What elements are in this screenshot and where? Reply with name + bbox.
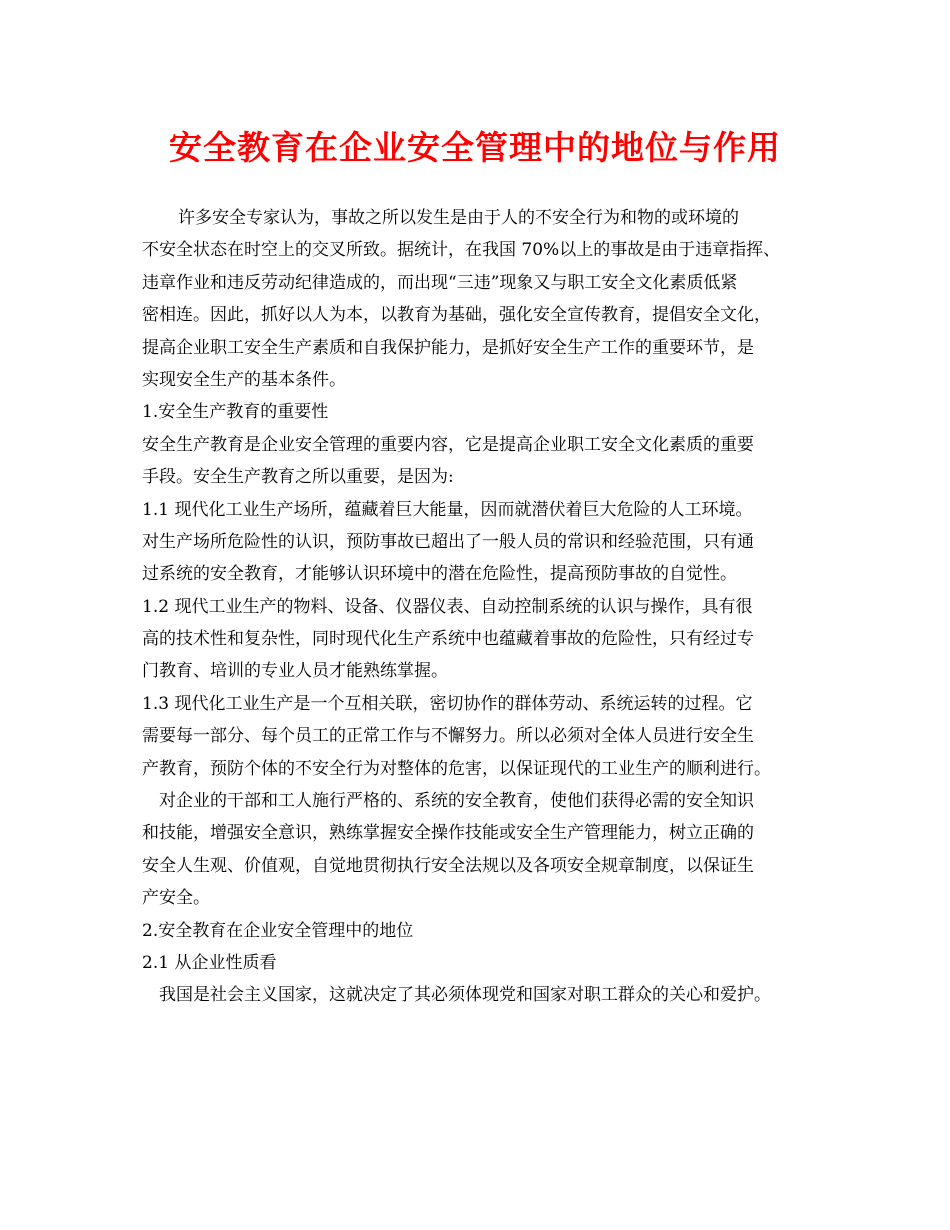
paragraph-line: 门教育、培训的专业人员才能熟练掌握。 [142, 661, 448, 682]
paragraph-line: 产安全。 [142, 888, 210, 909]
paragraph-line: 1.1 现代化工业生产场所，蕴藏着巨大能量，因而就潜伏着巨大危险的人工环境。 [142, 499, 753, 520]
paragraph-line: 对企业的干部和工人施行严格的、系统的安全教育，使他们获得必需的安全知识 [159, 791, 754, 812]
paragraph-line: 提高企业职工安全生产素质和自我保护能力，是抓好安全生产工作的重要环节，是 [142, 337, 754, 358]
paragraph-line: 密相连。因此，抓好以人为本，以教育为基础，强化安全宣传教育，提倡安全文化， [142, 305, 771, 326]
paragraph-line: 不安全状态在时空上的交叉所致。据统计，在我国 70%以上的事故是由于违章指挥、 [142, 240, 781, 261]
paragraph-line: 安全生产教育是企业安全管理的重要内容，它是提高企业职工安全文化素质的重要 [142, 434, 754, 455]
document-body [142, 202, 822, 1012]
subsection-heading: 2.1 从企业性质看 [142, 952, 277, 973]
section-heading: 2.安全教育在企业安全管理中的地位 [142, 920, 414, 941]
paragraph-line: 高的技术性和复杂性，同时现代化生产系统中也蕴藏着事故的危险性，只有经过专 [142, 629, 754, 650]
paragraph-line: 和技能，增强安全意识，熟练掌握安全操作技能或安全生产管理能力，树立正确的 [142, 823, 754, 844]
paragraph-line: 手段。安全生产教育之所以重要，是因为: [142, 467, 454, 488]
paragraph-line: 对生产场所危险性的认识，预防事故已超出了一般人员的常识和经验范围，只有通 [142, 531, 754, 552]
paragraph-line: 我国是社会主义国家，这就决定了其必须体现党和国家对职工群众的关心和爱护。 [159, 985, 771, 1006]
paragraph-line: 1.3 现代化工业生产是一个互相关联，密切协作的群体劳动、系统运转的过程。它 [142, 693, 753, 714]
paragraph-line: 产教育，预防个体的不安全行为对整体的危害，以保证现代的工业生产的顺利进行。 [142, 758, 771, 779]
document-title: 安全教育在企业安全管理中的地位与作用 [169, 128, 781, 167]
paragraph-line: 许多安全专家认为，事故之所以发生是由于人的不安全行为和物的或环境的 [178, 208, 739, 228]
paragraph-line: 安全人生观、价值观，自觉地贯彻执行安全法规以及各项安全规章制度，以保证生 [142, 855, 754, 876]
paragraph-line: 过系统的安全教育，才能够认识环境中的潜在危险性，提高预防事故的自觉性。 [142, 564, 737, 585]
paragraph-line: 实现安全生产的基本条件。 [142, 369, 346, 390]
paragraph-line: 违章作业和违反劳动纪律造成的，而出现“三违”现象又与职工安全文化素质低紧 [142, 272, 738, 293]
section-heading: 1.安全生产教育的重要性 [142, 402, 329, 423]
paragraph-line: 1.2 现代工业生产的物料、设备、仪器仪表、自动控制系统的认识与操作，具有很 [142, 596, 753, 617]
paragraph-line: 需要每一部分、每个员工的正常工作与不懈努力。所以必须对全体人员进行安全生 [142, 726, 754, 747]
